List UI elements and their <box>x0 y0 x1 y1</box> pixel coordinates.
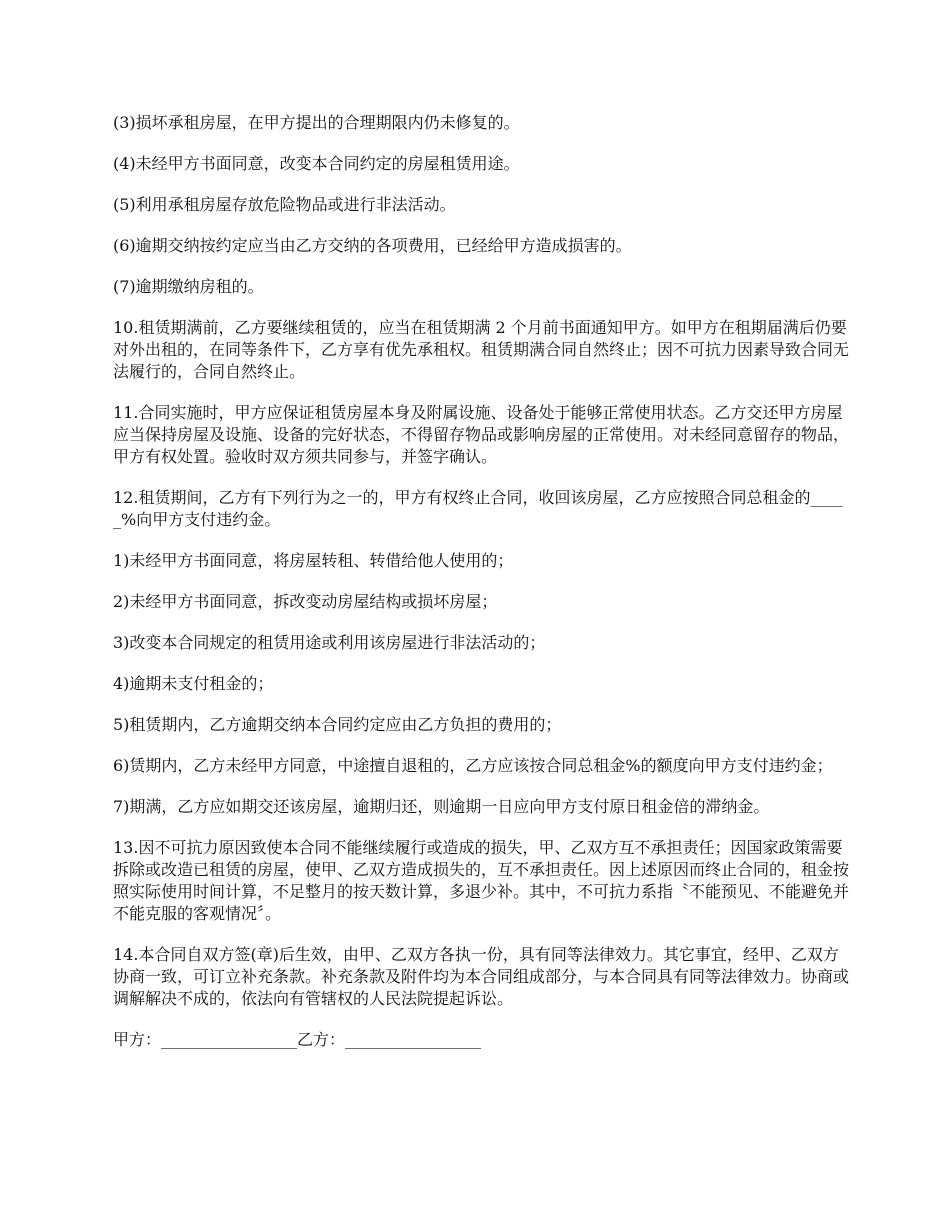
article-10: 10.租赁期满前，乙方要继续租赁的，应当在租赁期满 2 个月前书面通知甲方。如甲方在租期届满后仍要对外出租的，在同等条件下，乙方享有优先承租权。租赁期满合同自然终止；因不可抗力因素导致合同无法履行的，合同自然终止。 <box>113 318 850 381</box>
article-14: 14.本合同自双方签(章)后生效，由甲、乙双方各执一份，具有同等法律效力。其它事宜，经甲、乙双方协商一致，可订立补充条款。补充条款及附件均为本合同组成部分，与本合同具有同等法律效力。协商或调解解决不成的，依法向有管辖权的人民法院提起诉讼。 <box>113 945 850 1008</box>
article-12-item-6: 6)赁期内，乙方未经甲方同意，中途擅自退租的，乙方应该按合同总租金%的额度向甲方支付违约金； <box>113 756 833 775</box>
article-12-item-2: 2)未经甲方书面同意，拆改变动房屋结构或损坏房屋； <box>113 592 498 611</box>
article-12: 12.租赁期间，乙方有下列行为之一的，甲方有权终止合同，收回该房屋，乙方应按照合同总租金的_____%向甲方支付违约金。 <box>113 488 843 529</box>
article-11: 11.合同实施时，甲方应保证租赁房屋本身及附属设施、设备处于能够正常使用状态。乙方交还甲方房屋应当保持房屋及设施、设备的完好状态，不得留存物品或影响房屋的正常使用。对未经同意留存的物品，甲方有权处置。验收时双方须共同参与，并签字确认。 <box>113 403 850 466</box>
clause-7: (7)逾期缴纳房租的。 <box>113 277 264 296</box>
article-12-item-7: 7)期满，乙方应如期交还该房屋，逾期归还，则逾期一日应向甲方支付原日租金倍的滞纳金。 <box>113 797 770 816</box>
article-12-item-4: 4)逾期未支付租金的； <box>113 674 274 693</box>
clause-6: (6)逾期交纳按约定应当由乙方交纳的各项费用，已经给甲方造成损害的。 <box>113 236 632 255</box>
document-body <box>113 112 853 1051</box>
clause-5: (5)利用承租房屋存放危险物品或进行非法活动。 <box>113 195 456 214</box>
signature-line: 甲方：_________________乙方：_________________ <box>113 1030 482 1049</box>
article-12-item-5: 5)租赁期内，乙方逾期交纳本合同约定应由乙方负担的费用的； <box>113 715 562 734</box>
clause-3: (3)损坏承租房屋，在甲方提出的合理期限内仍未修复的。 <box>113 113 520 132</box>
article-13: 13.因不可抗力原因致使本合同不能继续履行或造成的损失，甲、乙双方互不承担责任；因国家政策需要拆除或改造已租赁的房屋，使甲、乙双方造成损失的，互不承担责任。因上述原因而终止合同的，租金按照实际使用时间计算，不足整月的按天数计算，多退少补。其中，不可抗力系指〝不能预见、不能避免并不能克服的客观情况〞。 <box>113 838 850 923</box>
article-12-item-3: 3)改变本合同规定的租赁用途或利用该房屋进行非法活动的； <box>113 633 546 652</box>
clause-4: (4)未经甲方书面同意，改变本合同约定的房屋租赁用途。 <box>113 154 520 173</box>
article-12-item-1: 1)未经甲方书面同意，将房屋转租、转借给他人使用的； <box>113 551 514 570</box>
